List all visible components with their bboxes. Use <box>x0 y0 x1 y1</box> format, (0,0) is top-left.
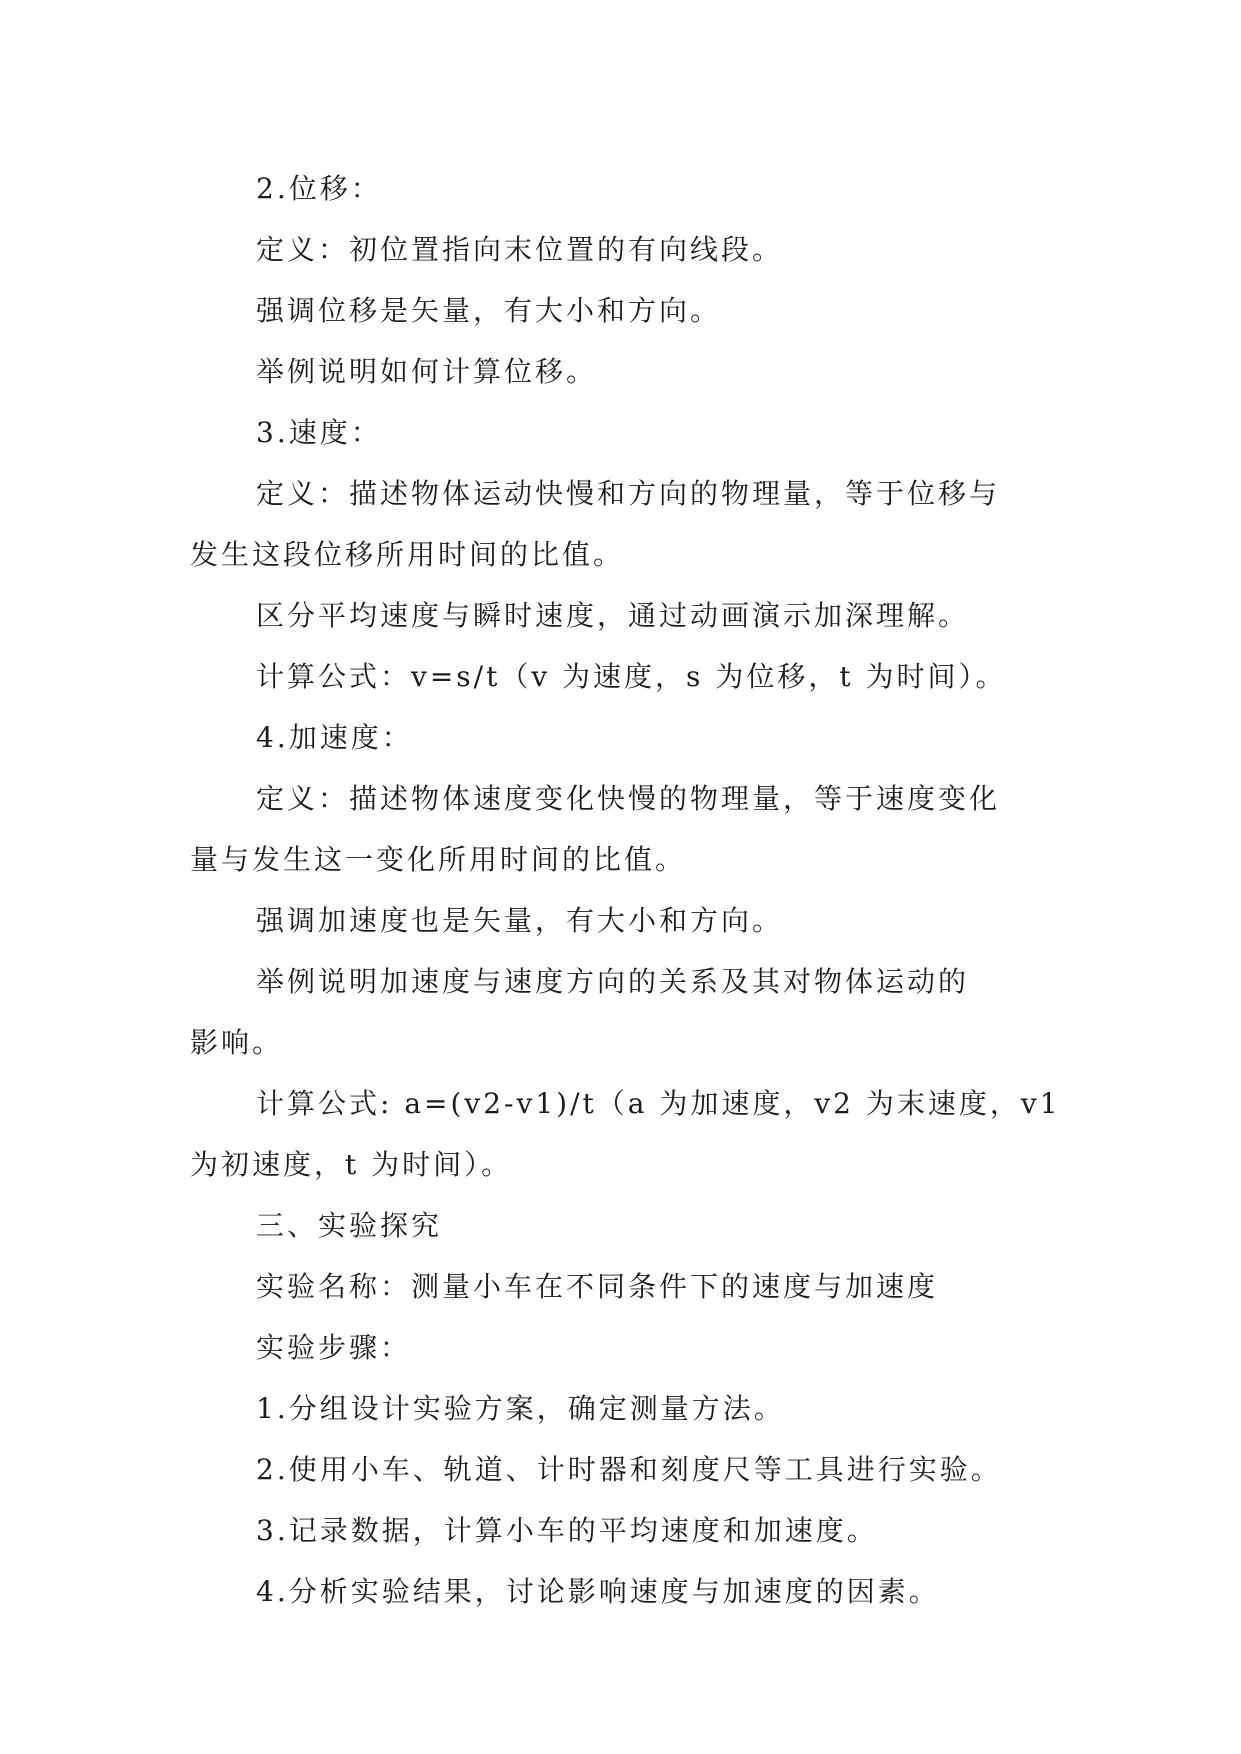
experiment-steps-heading: 实验步骤： <box>256 1331 412 1364</box>
section-heading-velocity: 3.速度： <box>256 416 382 449</box>
experiment-step-2: 2.使用小车、轨道、计时器和刻度尺等工具进行实验。 <box>256 1453 1002 1486</box>
acceleration-definition-line2: 量与发生这一变化所用时间的比值。 <box>190 843 687 876</box>
acceleration-example-line2: 影响。 <box>190 1026 284 1059</box>
velocity-definition-line1: 定义：描述物体运动快慢和方向的物理量，等于位移与 <box>256 477 1001 510</box>
section-heading-displacement: 2.位移： <box>256 172 382 205</box>
displacement-definition: 定义：初位置指向末位置的有向线段。 <box>256 233 784 266</box>
document-page <box>190 158 1090 1622</box>
displacement-vector-note: 强调位移是矢量，有大小和方向。 <box>256 294 722 327</box>
experiment-step-3: 3.记录数据，计算小车的平均速度和加速度。 <box>256 1514 878 1547</box>
velocity-definition-line2: 发生这段位移所用时间的比值。 <box>190 538 625 571</box>
acceleration-definition-line1: 定义：描述物体速度变化快慢的物理量，等于速度变化 <box>256 782 1001 815</box>
velocity-formula: 计算公式：v=s/t（v 为速度，s 为位移，t 为时间）。 <box>256 660 1007 693</box>
displacement-example: 举例说明如何计算位移。 <box>256 355 598 388</box>
experiment-name: 实验名称：测量小车在不同条件下的速度与加速度 <box>256 1270 939 1303</box>
acceleration-formula-line2: 为初速度，t 为时间）。 <box>190 1148 513 1181</box>
acceleration-vector-note: 强调加速度也是矢量，有大小和方向。 <box>256 904 784 937</box>
acceleration-example-line1: 举例说明加速度与速度方向的关系及其对物体运动的 <box>256 965 970 998</box>
acceleration-formula-line1: 计算公式: a=(v2-v1)/t（a 为加速度，v2 为末速度，v1 <box>256 1087 1061 1120</box>
section-heading-experiment: 三、实验探究 <box>256 1209 443 1242</box>
section-heading-acceleration: 4.加速度： <box>256 721 413 754</box>
experiment-step-1: 1.分组设计实验方案，确定测量方法。 <box>256 1392 785 1425</box>
velocity-average-instant-note: 区分平均速度与瞬时速度，通过动画演示加深理解。 <box>256 599 970 632</box>
experiment-step-4: 4.分析实验结果，讨论影响速度与加速度的因素。 <box>256 1575 940 1608</box>
